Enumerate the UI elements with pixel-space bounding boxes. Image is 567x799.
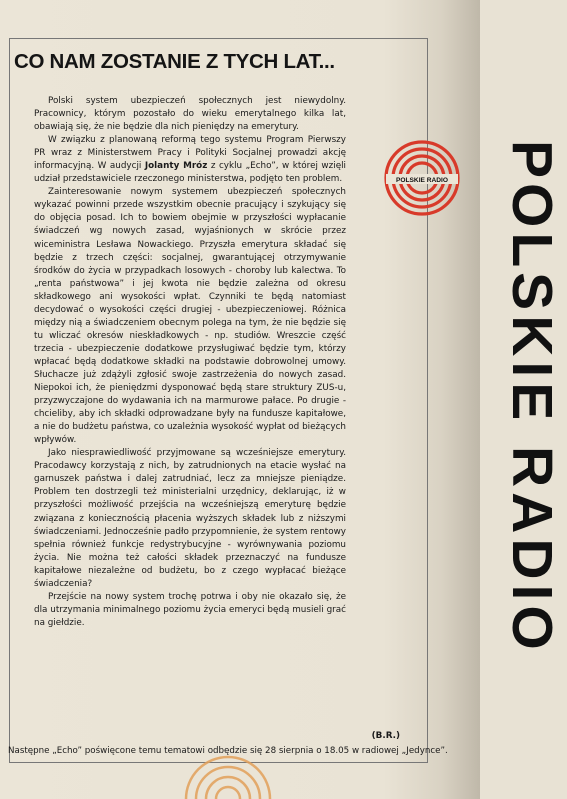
article-paragraph: Przejście na nowy system trochę potrwa i oby nie okazało się, że dla utrzymania minimalnego poziomu życia emeryci będą musieli grać na giełdzie. bbox=[34, 591, 346, 628]
article-headline: CO NAM ZOSTANIE Z TYCH LAT... bbox=[14, 50, 335, 73]
article-paragraph: Jako niesprawiedliwość przyjmowane są wcześniejsze emerytury. Pracodawcy korzystają z nich, by zatrudnionych na etacie wysłać na garnuszek państwa i dalej zatrudniać, lecz za mniejsze pieniądze. Problem ten dostrzegli też ministerialni urzędnicy, deklarując, iż w przyszłości możliwość przejścia na wcześniejszą emeryturę będzie związana z koniecznością płacenia wyższych składek lub z niższymi świadczeniami. Jednocześnie padło przypomnienie, że system rentowy spełnia również funkcje redystrybucyjne - wyrównywania poziomu życia. Nie można też całości składek przeznaczyć na fundusze kapitałowe niezależne od budżetu, bo z czego wypłacać bieżące świadczenia? bbox=[34, 448, 346, 589]
host-name: Jolanty Mróz bbox=[144, 161, 208, 172]
polskie-radio-logo bbox=[382, 138, 462, 218]
article-paragraph: Polski system ubezpieczeń społecznych jest niewydolny. Pracownicy, którym pozostało do wieku emerytalnego kilka lat, obawiają się, że nie będzie dla nich pieniędzy na emerytury. bbox=[34, 96, 346, 133]
author-signature: (B.R.) bbox=[371, 731, 400, 741]
article-paragraph: W związku z planowaną reformą tego systemu Program Pierwszy PR wraz z Ministerstwem Pracy i Polityki Socjalnej prowadzi akcję informacyjną. W audycji Jolanty Mróz z cyklu „Echo”, w której wzięli udział przedstawiciele rzeczonego ministerstwa, podjęto ten problem. bbox=[34, 135, 346, 185]
decorative-waves-icon bbox=[168, 764, 288, 799]
broadcast-footnote: Następne „Echo” poświęcone temu tematowi odbędzie się 28 sierpnia o 18.05 w radiowej „Jedynce”. bbox=[8, 746, 448, 756]
logo-text: POLSKIE RADIO bbox=[395, 177, 449, 184]
article-paragraph: Zainteresowanie nowym systemem ubezpieczeń społecznych wykazać powinni przede wszystkim obecnie pracujący i szykujący się do objęcia posad. Ich to bowiem obejmie w przyszłości wypłacanie świadczeń wg nowych zasad, wyjaśnionych w skrócie przez wiceministra Lesława Nowackiego. Przyszła emerytura składać się będzie z trzech części: socjalnej, gwarantującej otrzymywanie środków do życia w przypadkach losowych - choroby lub kalectwa. To „renta państwowa” i jej kwota nie będzie zależna od okresu składkowego ani wysokości wpłat. Czynniki te będą natomiast decydować o wysokości części drugiej - ubezpieczeniowej. Różnica między nią a świadczeniem obecnym polega na tym, że nie będzie się tu wliczać okresów nieskładkowych - np. studiów. Wreszcie część trzecia - ubezpieczenie dodatkowe przysługiwać będzie tym, którzy wpłacać będą dodatkowe składki na podstawie dobrowolnej umowy. Słuchacze już zdążyli zgłosić swoje zastrzeżenia do nowych zasad. Niepokoi ich, że pieniędzmi dysponować będą stare struktury ZUS-u, przyzwyczajone do wydawania ich na marmurowe pałace. Po drugie - chcieliby, aby ich składki odprowadzane były na fundusze kapitałowe, a nie do budżetu państwa, co uzależnia wysokość wypłat od bieżących wpływów. bbox=[34, 187, 346, 446]
vertical-brand-title: POLSKIE RADIO bbox=[500, 140, 564, 655]
article-body bbox=[34, 95, 346, 630]
